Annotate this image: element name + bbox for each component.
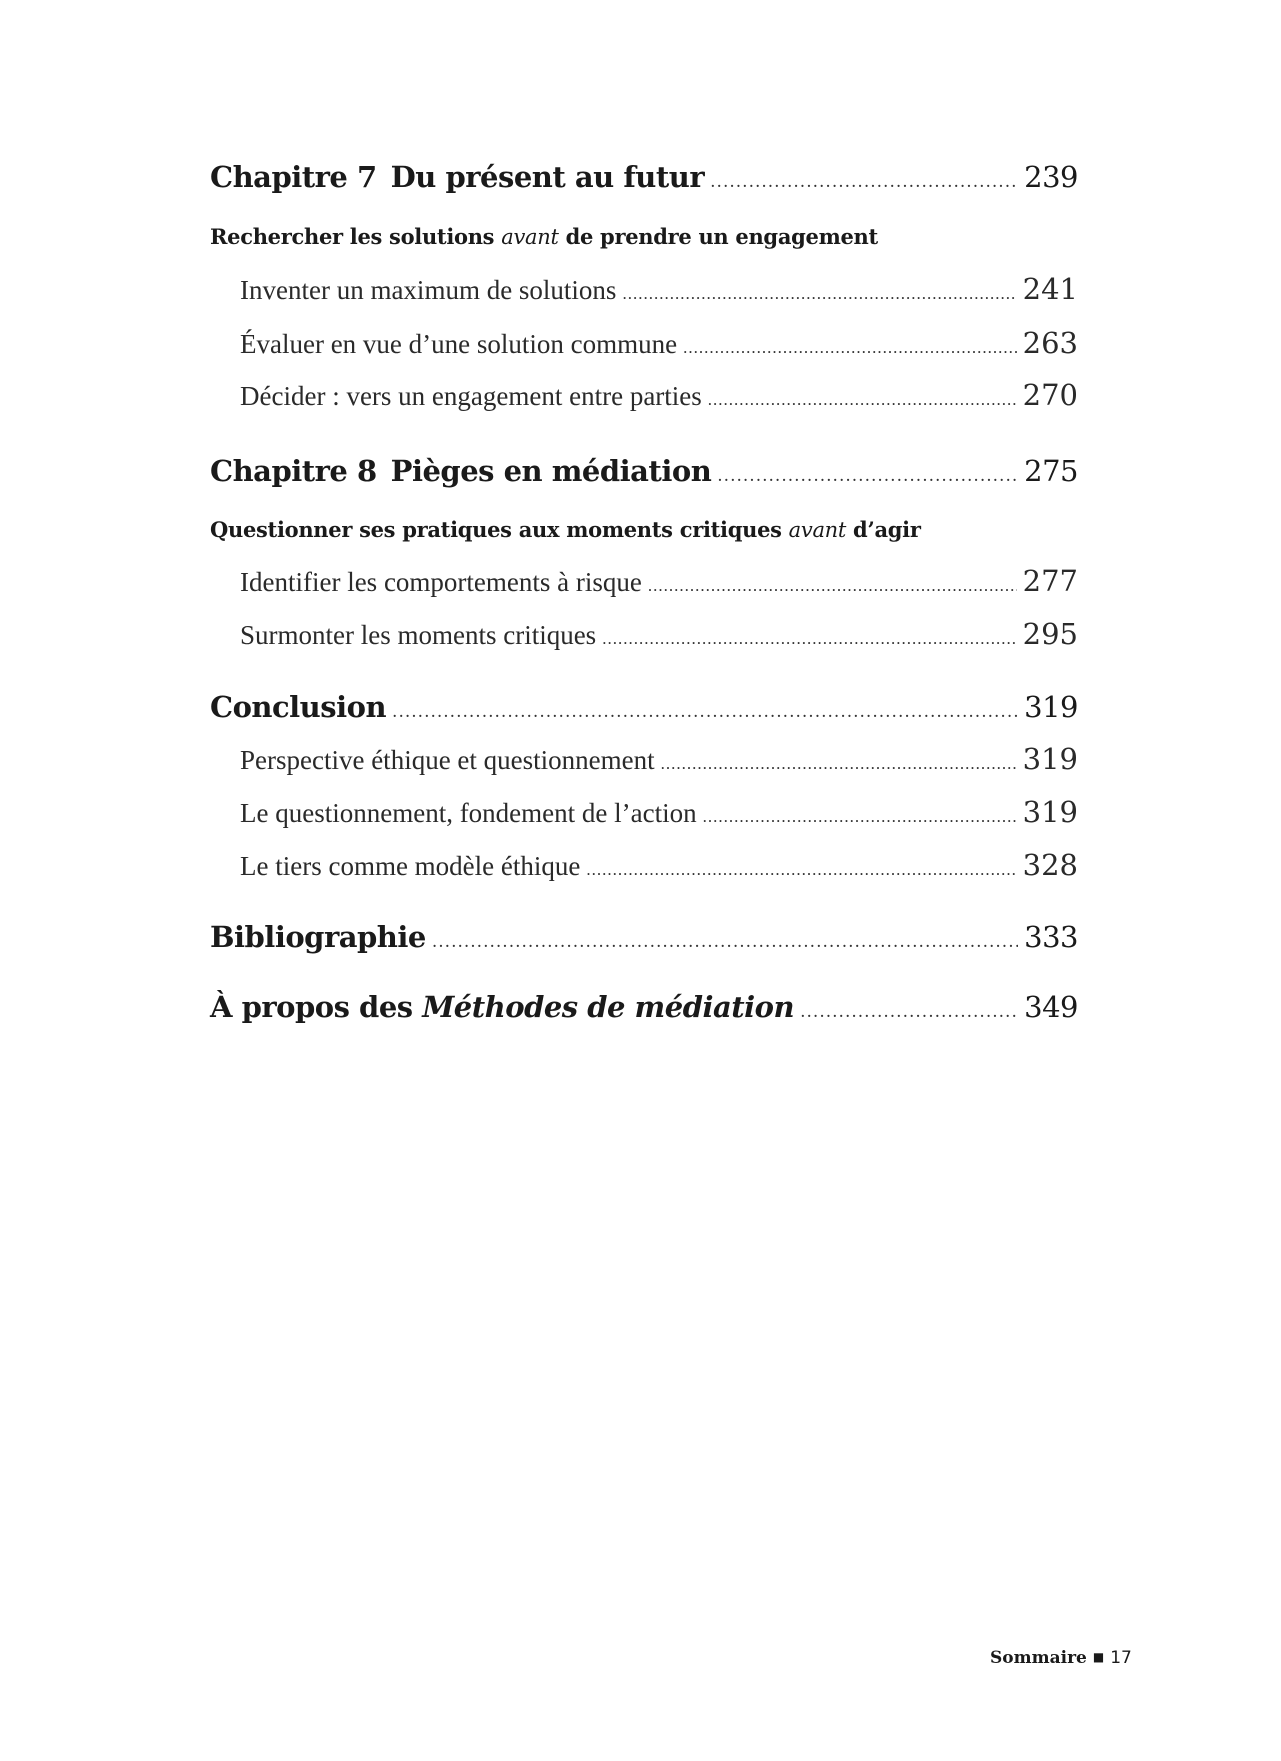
dot-leader <box>717 466 1018 486</box>
toc-entry[interactable]: Identifier les comportements à risque ..... 277 <box>240 564 1078 598</box>
toc-a-propos[interactable] <box>210 990 1078 1024</box>
page-number: 277 <box>1022 564 1078 598</box>
dot-leader <box>703 807 1017 827</box>
dot-leader <box>432 932 1018 952</box>
dot-leader <box>683 338 1017 358</box>
chapter-title: Bibliographie <box>210 920 426 954</box>
page-footer <box>990 1648 1132 1668</box>
dot-leader <box>586 860 1016 880</box>
toc-entry[interactable]: Le tiers comme modèle éthique ..... 328 <box>240 848 1078 882</box>
page-number: 333 <box>1024 920 1078 954</box>
dot-leader <box>648 576 1017 596</box>
page-number: 295 <box>1022 617 1078 651</box>
dot-leader <box>392 702 1018 722</box>
page-number: 319 <box>1024 690 1078 724</box>
square-bullet-icon: ■ <box>1092 1650 1105 1664</box>
page-number: 319 <box>1022 742 1078 776</box>
dot-leader <box>622 284 1016 304</box>
toc-section-heading: Rechercher les solutions avant de prendre un engagement <box>210 224 878 249</box>
page-number: 263 <box>1022 326 1078 360</box>
toc-entry[interactable]: Perspective éthique et questionnement ..... 319 <box>240 742 1078 776</box>
footer-page-number: 17 <box>1110 1648 1132 1668</box>
toc-bibliographie[interactable] <box>210 920 1078 954</box>
page-number: 349 <box>1024 990 1078 1024</box>
dot-leader <box>710 172 1018 192</box>
toc-chapter-8[interactable] <box>210 454 1078 488</box>
toc-entry[interactable]: Évaluer en vue d’une solution commune ..... 263 <box>240 326 1078 360</box>
toc-section-heading: Questionner ses pratiques aux moments critiques avant d’agir <box>210 517 921 542</box>
dot-leader <box>602 629 1016 649</box>
footer-section-label: Sommaire <box>990 1648 1087 1668</box>
chapter-title: À propos des Méthodes de médiation <box>210 990 795 1024</box>
dot-leader <box>708 390 1017 410</box>
page-number: 328 <box>1022 848 1078 882</box>
chapter-title: Chapitre 7 Du présent au futur <box>210 160 705 194</box>
toc-entry[interactable]: Inventer un maximum de solutions ..... 241 <box>240 272 1078 306</box>
toc-conclusion[interactable] <box>210 690 1078 724</box>
page-number: 319 <box>1022 795 1078 829</box>
toc-chapter-7[interactable] <box>210 160 1078 194</box>
page-number: 270 <box>1022 378 1078 412</box>
page-number: 239 <box>1024 160 1078 194</box>
dot-leader <box>661 754 1017 774</box>
page-number: 241 <box>1022 272 1078 306</box>
chapter-title: Chapitre 8 Pièges en médiation <box>210 454 712 488</box>
toc-entry[interactable]: Décider : vers un engagement entre parties ..... 270 <box>240 378 1078 412</box>
toc-entry[interactable]: Le questionnement, fondement de l’action ..... 319 <box>240 795 1078 829</box>
dot-leader <box>800 1002 1018 1022</box>
toc-entry[interactable]: Surmonter les moments critiques ..... 295 <box>240 617 1078 651</box>
chapter-title: Conclusion <box>210 690 387 724</box>
page-number: 275 <box>1024 454 1078 488</box>
